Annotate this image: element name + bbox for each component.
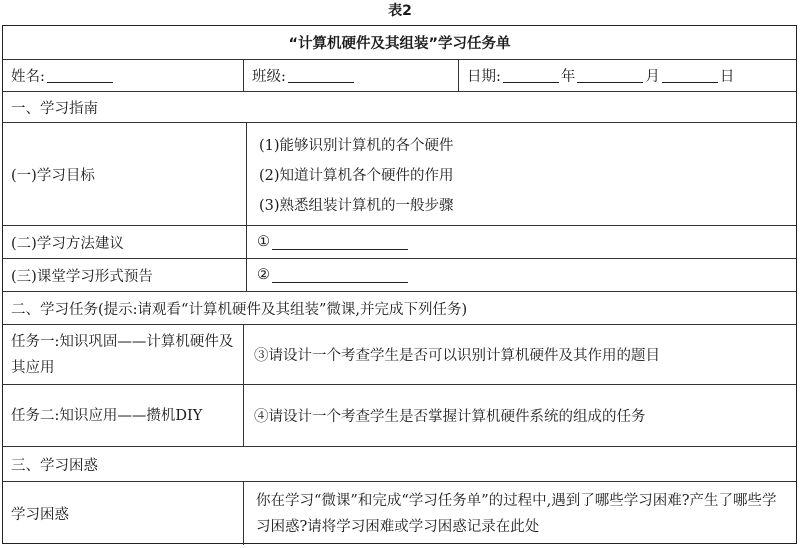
class-label: 班级: [252, 69, 286, 85]
goals-list [246, 123, 798, 225]
confusion-row [3, 482, 796, 545]
form-label: (三)课堂学习形式预告 [11, 268, 153, 285]
form-blank[interactable] [272, 268, 408, 283]
section1-heading: 一、学习指南 [11, 100, 98, 117]
section2-heading: 二、学习任务(提示:请观看“计算机硬件及其组装”微课,并完成下列任务) [11, 301, 468, 318]
year-label: 年 [560, 69, 576, 85]
task1-row [3, 325, 796, 385]
section3-heading: 三、学习困惑 [11, 457, 98, 474]
date-cell [458, 60, 798, 91]
class-cell [243, 60, 458, 91]
info-row [3, 60, 796, 92]
day-label: 日 [719, 69, 735, 85]
goal-item: (1)能够识别计算机的各个硬件 [259, 137, 454, 154]
name-label: 姓名: [11, 69, 45, 85]
form-answer-cell [246, 259, 798, 291]
task-sheet-table [2, 25, 797, 544]
method-marker: ① [257, 234, 270, 250]
method-row [3, 226, 796, 259]
title-row [3, 26, 796, 60]
goal-item: (2)知道计算机各个硬件的作用 [259, 167, 454, 184]
class-blank[interactable] [288, 68, 354, 83]
goals-label: (一)学习目标 [11, 167, 95, 184]
date-label: 日期: [467, 69, 501, 85]
confusion-content: 你在学习“微课”和完成“学习任务单”的过程中,遇到了哪些学习困难?产生了哪些学习困惑?请将学习困难或学习困惑记录在此处 [243, 482, 798, 545]
form-row [3, 259, 796, 292]
task2-row [3, 385, 796, 447]
task1-content: ③请设计一个考查学生是否可以识别计算机硬件及其作用的题目 [243, 325, 798, 384]
name-cell [3, 60, 243, 91]
method-label: (二)学习方法建议 [11, 235, 124, 252]
method-answer-cell [246, 226, 798, 258]
month-blank[interactable] [577, 68, 643, 83]
task2-label: 任务二:知识应用——攒机DIY [11, 407, 203, 424]
goals-row [3, 123, 796, 226]
goal-item: (3)熟悉组装计算机的一般步骤 [259, 197, 454, 214]
day-blank[interactable] [662, 68, 718, 83]
month-label: 月 [645, 69, 660, 85]
sheet-title: “计算机硬件及其组装”学习任务单 [288, 36, 511, 52]
year-blank[interactable] [503, 68, 559, 83]
form-marker: ② [257, 267, 270, 283]
task2-content: ④请设计一个考查学生是否掌握计算机硬件系统的组成的任务 [243, 385, 798, 446]
section3-heading-row [3, 447, 796, 482]
section2-heading-row [3, 292, 796, 325]
method-blank[interactable] [272, 235, 408, 250]
confusion-label: 学习困惑 [11, 507, 69, 523]
table-caption: 表2 [388, 3, 412, 19]
task1-label: 任务一:知识巩固——计算机硬件及其应用 [11, 333, 234, 376]
name-blank[interactable] [47, 68, 113, 83]
section1-heading-row [3, 92, 796, 123]
